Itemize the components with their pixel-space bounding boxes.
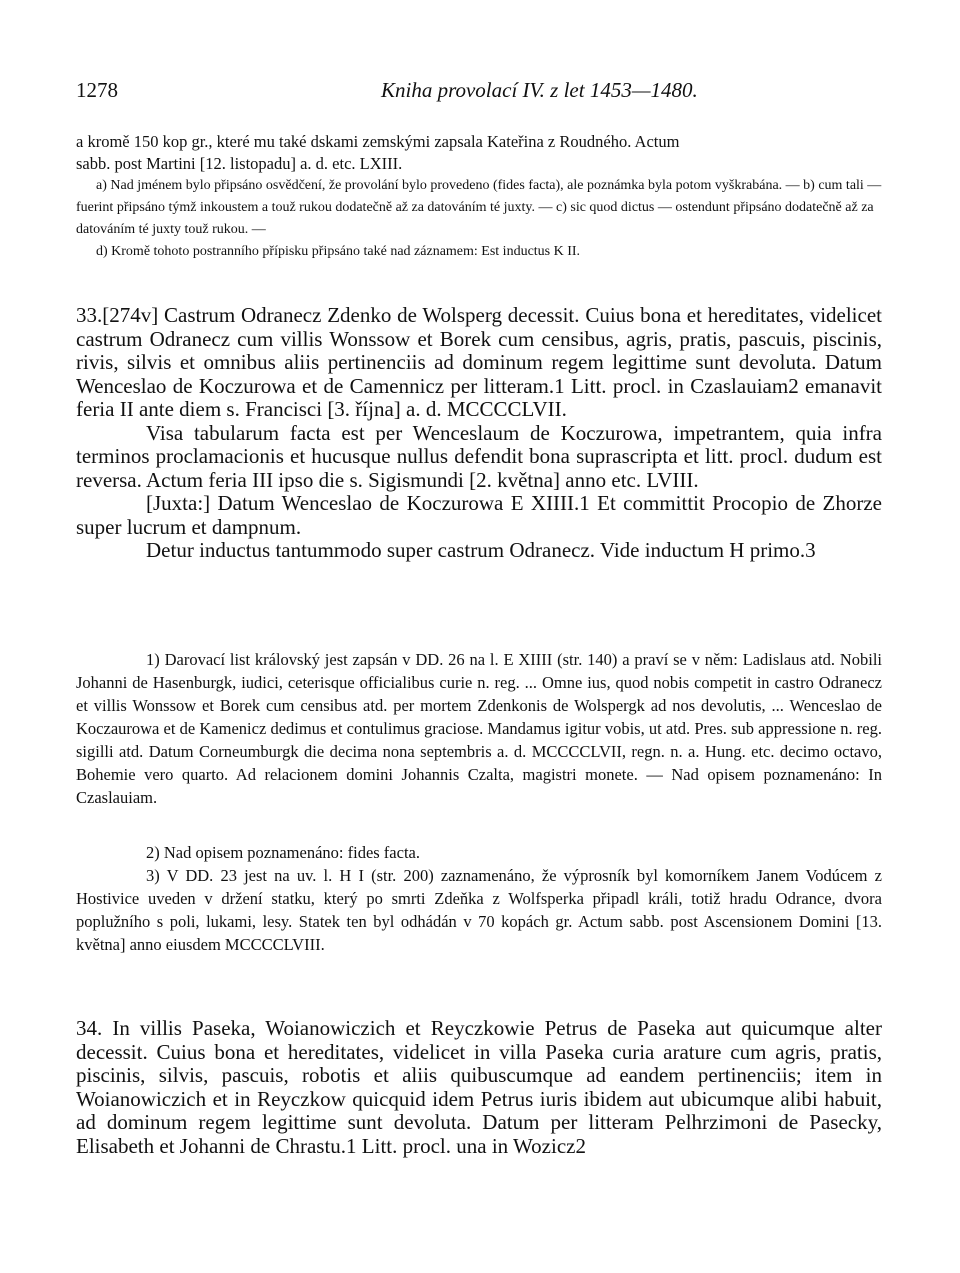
footnote-1 [76, 648, 882, 809]
entry-paragraph: 34. In villis Paseka, Woianowiczich et Reyczkowie Petrus de Paseka aut quicumque alter decessit. Cuius bona et hereditates, videlicet in villa Paseka curia arature cum agris, pratis, piscinis, silvis, pascuis, robotis et aliis quibuscumque ad eandem pertinenciis; item in Woianowiczich et in Reyczkow quicquid idem Petrus iuris ibidem aut ubicumque alibi habuit, ad dominum regem legittime sunt devoluta. Datum per litteram Pelhrzimoni de Pasecky, Elisabeth et Johanni de Chrastu.1 Litt. procl. una in Wozicz2 [76, 1016, 882, 1158]
entry-paragraph: 33.[274v] Castrum Odranecz Zdenko de Wolsperg decessit. Cuius bona et hereditates, videlicet castrum Odranecz cum villis Wonssow et Borek cum censibus, agris, pratis, pascuis, piscinis, rivis, silvis et omnibus aliis pertinenciis ad dominum regem legittime sunt devoluta. Datum Wenceslao de Koczurowa et de Camennicz per litteram.1 Litt. procl. in Czaslauiam2 emanavit feria II ante diem s. Francisci [3. října] a. d. MCCCCLVII. [76, 303, 882, 421]
footnote-3 [76, 864, 882, 956]
footnote-text: 2) Nad opisem poznamenáno: fides facta. [146, 843, 420, 862]
apparatus-note: a) Nad jménem bylo připsáno osvědčení, že provolání bylo provedeno (fides facta), ale poznámka byla potom vyškrabána. — b) cum tali — fuerint připsáno týmž inkoustem a touž rukou dodatečně až za datováním té juxty. — c) sic quod dictus — ostendunt připsáno dodatečně až za datováním té juxty touž rukou. — [76, 178, 882, 237]
footnote-text: 3) V DD. 23 jest na uv. l. H I (str. 200) zaznamenáno, že výprosník byl komorníkem Janem Vodúcem z Hostivice uveden v držení statku, který po smrti Zdeňka z Wolfsperka připadl králi, totiž hradu Odrance, dvora poplužního s poli, lukami, lesy. Statek ten byl odhádán v 70 kopách gr. Actum sabb. post Ascensionem Domini [13. května] anno eiusdem MCCCCLVIII. [76, 866, 882, 954]
continuation-line: sabb. post Martini [12. listopadu] a. d. etc. LXIII. [76, 154, 403, 173]
page-number: 1278 [76, 78, 118, 102]
entry-34 [76, 1017, 882, 1158]
apparatus-note: d) Kromě tohoto postranního přípisku připsáno také nad záznamem: Est inductus K II. [96, 244, 581, 259]
page-header [76, 78, 882, 108]
entry-paragraph: Detur inductus tantummodo super castrum Odranecz. Vide inductum H primo.3 [146, 538, 816, 562]
footnote-text: 1) Darovací list královský jest zapsán v DD. 26 na l. E XIIII (str. 140) a praví se v něm: Ladislaus atd. Nobili Johanni de Hasenburgk, iudici, ceterisque officialibus curie n. reg. ... Omne ius, quod nobis competit in castro Odranecz et villis Wonssow et Borek cum censibus atd. per mortem Zdenkonis de Wolspergk ad nos devolutis, ... Wenceslao de Koczaurowa et de Kamenicz dedimus et contulimus graciose. Mandamus igitur vobis, ut atd. Pres. sub appressione n. reg. sigilli atd. Datum Corneumburgk die decima nona septembris a. d. MCCCCLVII, regn. n. a. Hung. etc. decimo octavo, Bohemie vero quarto. Ad relacionem domini Johannis Czalta, magistri monete. — Nad opisem poznamenáno: In Czaslauiam. [76, 650, 882, 807]
footnote-2 [76, 841, 882, 864]
entry-paragraph: [Juxta:] Datum Wenceslao de Koczurowa E XIIII.1 Et committit Procopio de Zhorze super lucrum et dampnum. [76, 491, 882, 539]
continuation-line: a kromě 150 kop gr., které mu také dskami zemskými zapsala Kateřina z Roudného. Actum [76, 132, 680, 151]
entry-paragraph: Visa tabularum facta est per Wenceslaum de Koczurowa, impetrantem, quia infra terminos proclamacionis et hucusque nullus defendit bona suprascripta et litt. procl. dudum est reversa. Actum feria III ipso die s. Sigismundi [2. května] anno etc. LVIII. [76, 420, 882, 492]
entry-33 [76, 304, 882, 563]
continued-notes [76, 131, 882, 263]
running-title: Kniha provolací IV. z let 1453—1480. [381, 78, 698, 102]
